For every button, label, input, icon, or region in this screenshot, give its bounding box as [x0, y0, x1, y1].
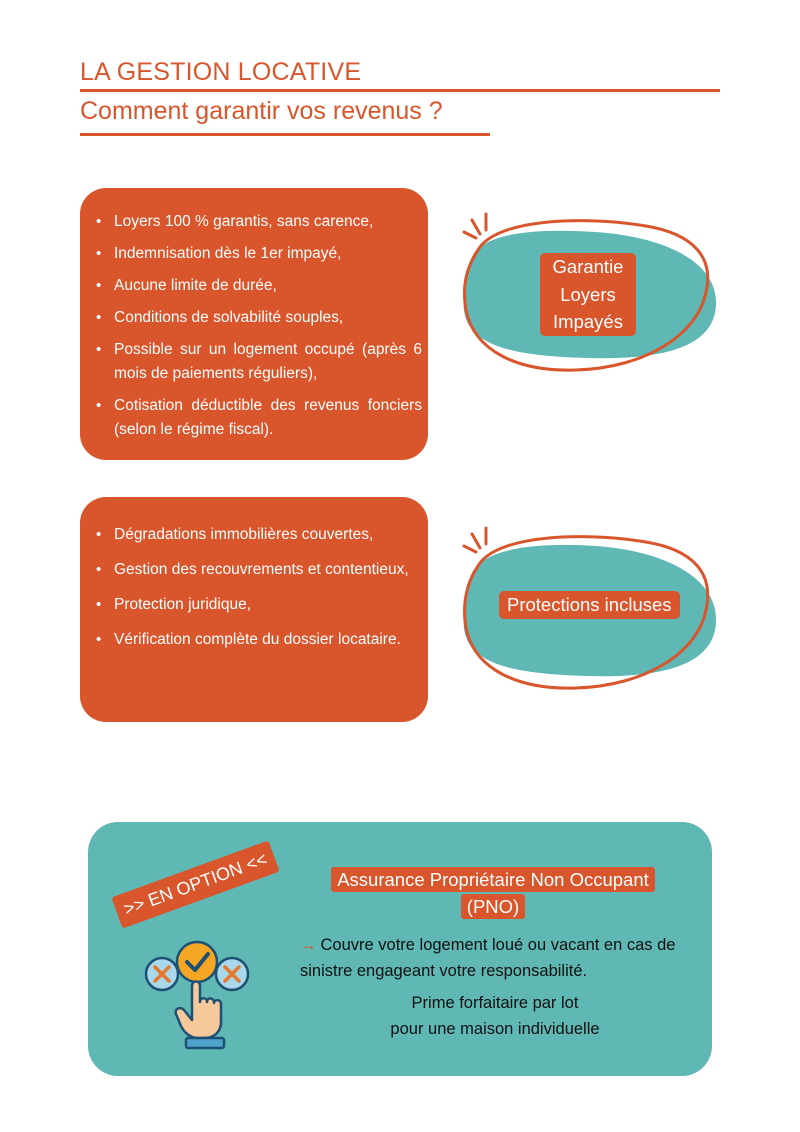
hand-choice-check-icon — [140, 940, 260, 1055]
list-item: • Gestion des recouvrements et contentieux, — [96, 558, 422, 582]
list-item: • Protection juridique, — [96, 593, 422, 617]
list-item: • Loyers 100 % garantis, sans carence, — [96, 210, 422, 234]
list-item: • Vérification complète du dossier locataire. — [96, 628, 422, 652]
list-item: • Aucune limite de durée, — [96, 274, 422, 298]
list-item: • Indemnisation dès le 1er impayé, — [96, 242, 422, 266]
garantie-features-card — [80, 188, 428, 460]
protections-label: Protections incluses — [499, 591, 680, 619]
list-item: • Dégradations immobilières couvertes, — [96, 523, 422, 547]
garantie-label-line: Loyers — [560, 283, 616, 305]
page-subtitle: Comment garantir vos revenus ? — [80, 97, 443, 125]
protections-blob — [456, 524, 726, 694]
arrow-right-icon: → — [300, 936, 317, 954]
garantie-blob — [456, 210, 726, 375]
list-item: • Cotisation déductible des revenus fonciers (selon le régime fiscal). — [96, 394, 422, 442]
option-tag: >> EN OPTION << — [111, 840, 279, 928]
list-item: • Possible sur un logement occupé (après 6 mois de paiements réguliers), — [96, 338, 422, 386]
subtitle-underline — [80, 133, 490, 136]
list-item: • Conditions de solvabilité souples, — [96, 306, 422, 330]
pno-prime — [340, 990, 650, 1042]
pno-title — [318, 866, 668, 920]
garantie-features-list — [96, 210, 422, 442]
pno-prime-line: Prime forfaitaire par lot — [411, 994, 579, 1012]
pno-prime-line: pour une maison individuelle — [390, 1020, 600, 1038]
pno-description-text: Couvre votre logement loué ou vacant en cas de sinistre engageant votre responsabilité. — [300, 936, 676, 980]
garantie-label — [540, 253, 636, 336]
protections-features-list — [96, 523, 422, 652]
protections-features-card — [80, 497, 428, 722]
pno-title-text: Assurance Propriétaire Non Occupant (PNO) — [331, 867, 655, 919]
pno-description — [300, 932, 700, 984]
title-underline — [80, 89, 720, 92]
page-title: LA GESTION LOCATIVE — [80, 58, 362, 86]
garantie-label-line: Garantie — [552, 256, 624, 277]
garantie-label-line: Impayés — [553, 311, 623, 332]
